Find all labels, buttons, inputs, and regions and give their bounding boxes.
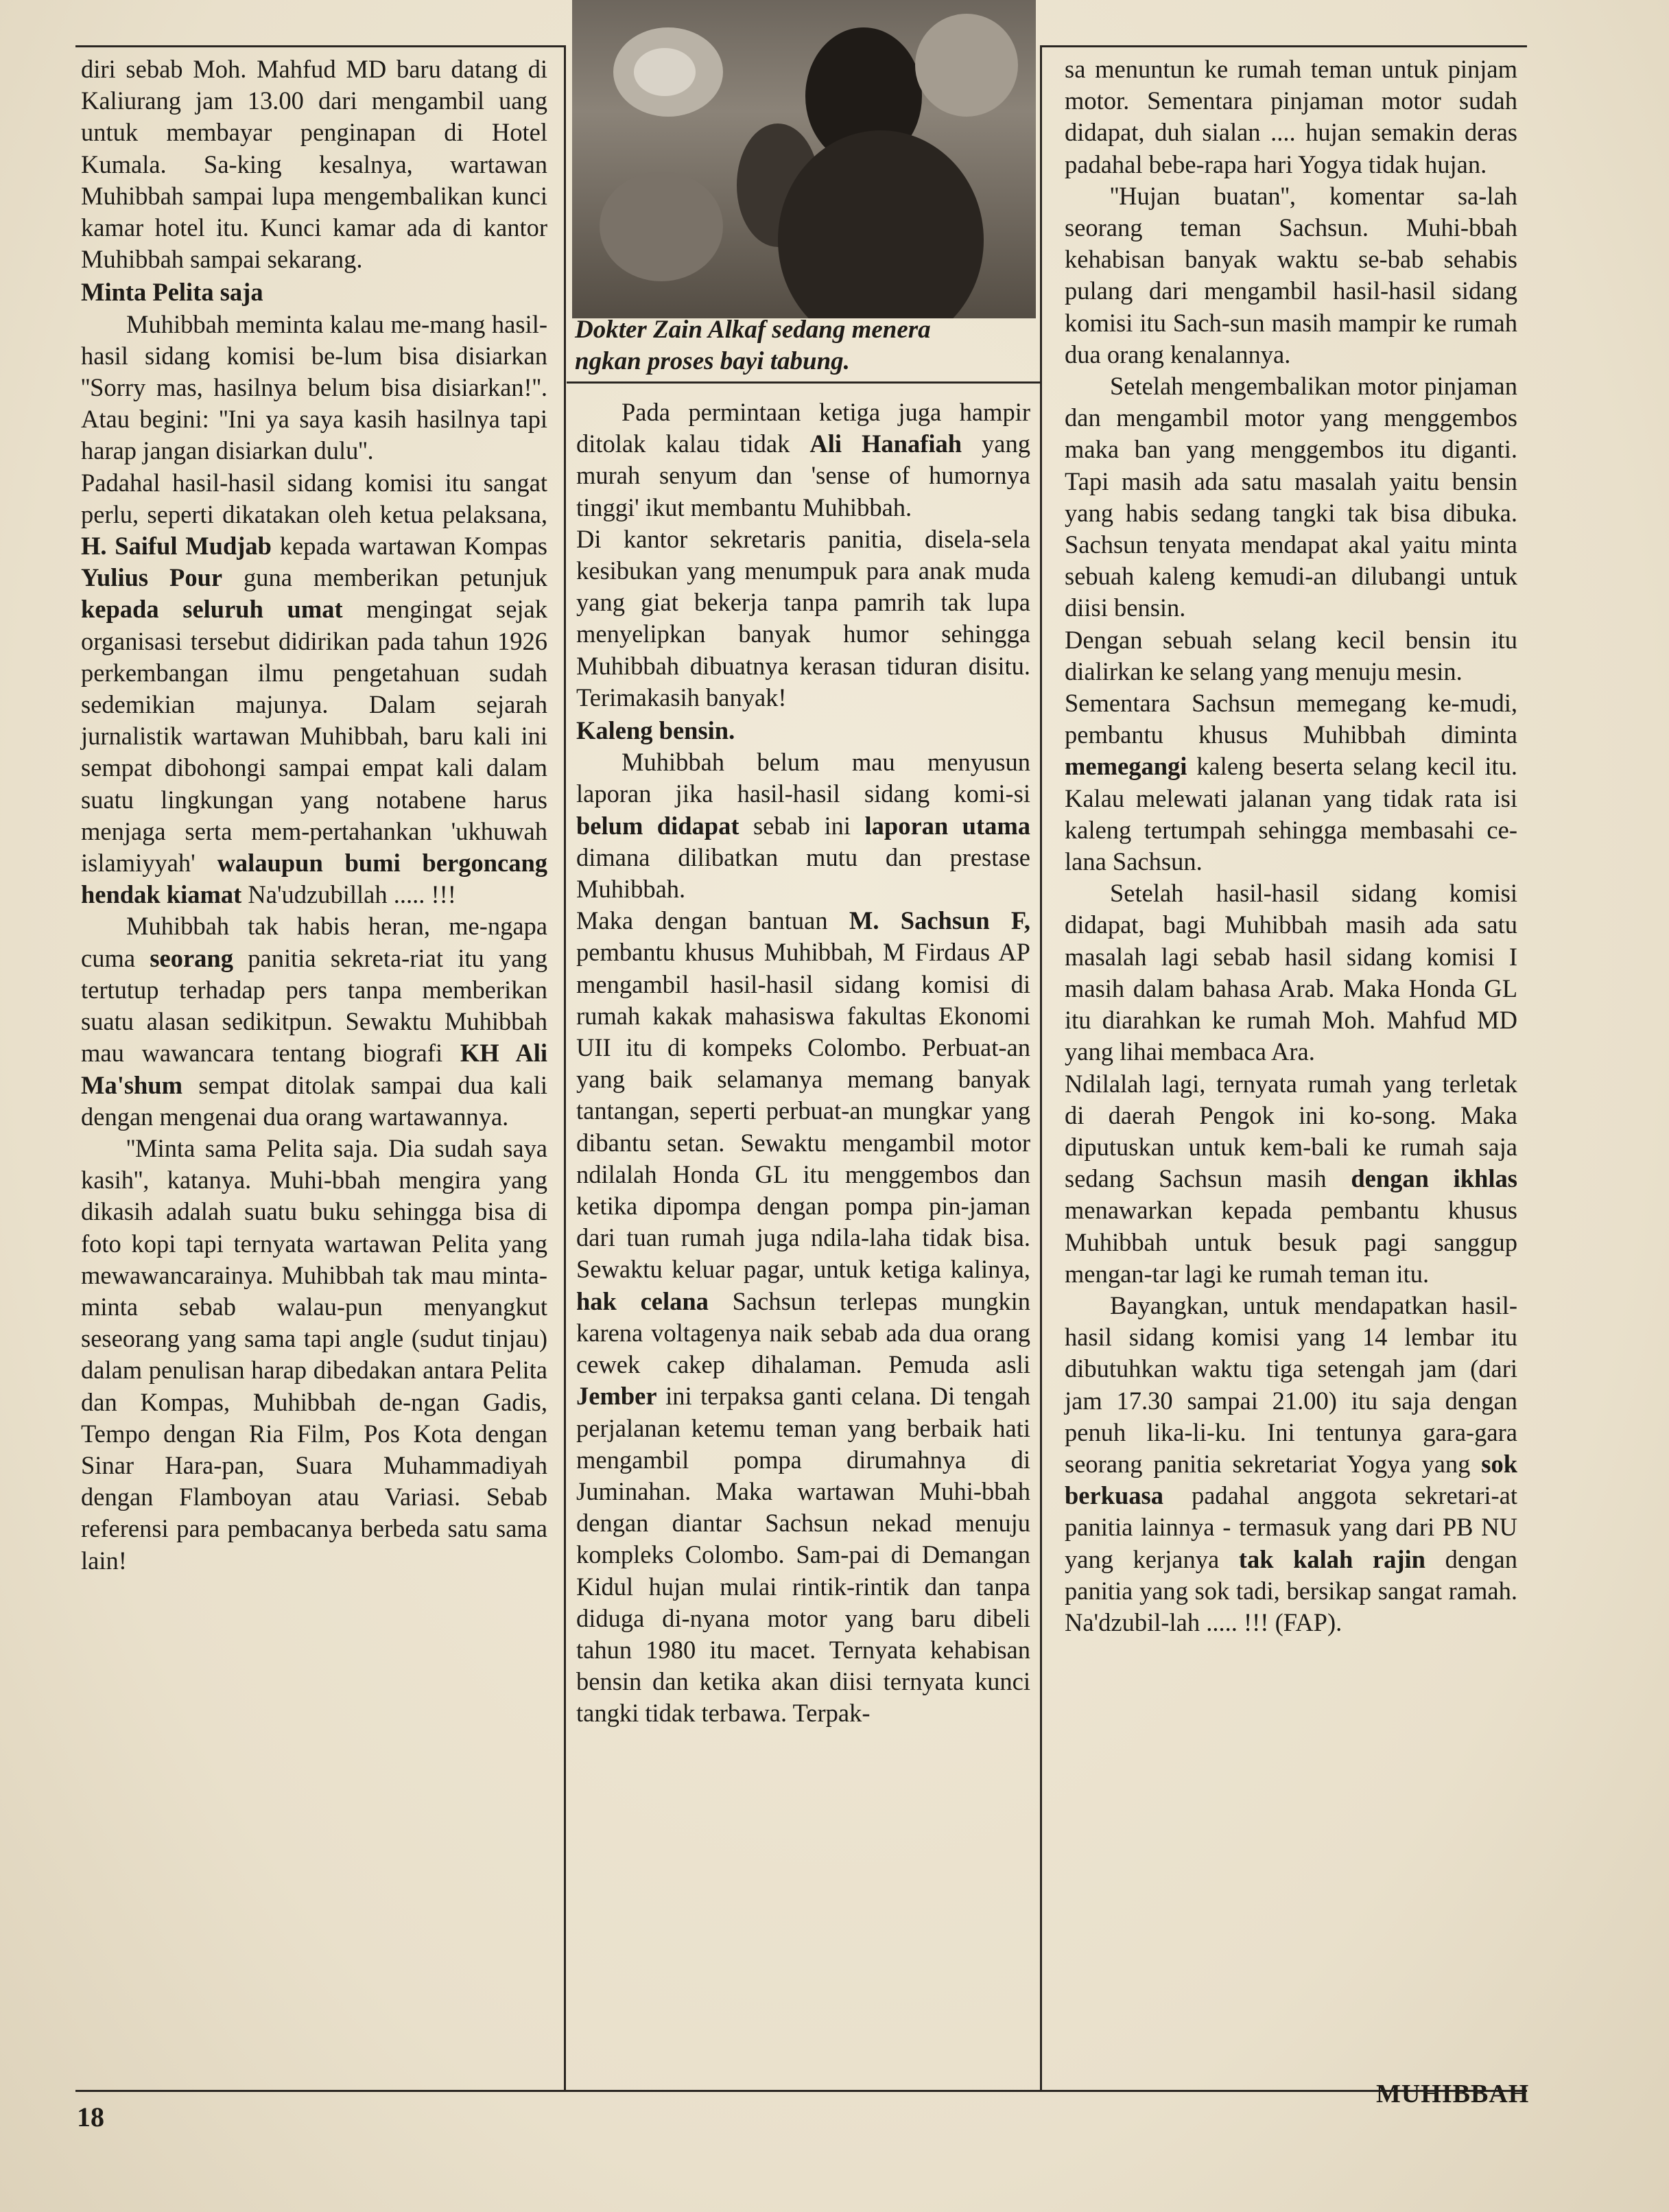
paragraph: ''Minta sama Pelita saja. Dia sudah saya kasih'', katanya. Muhi-bbah mengira yang dikasih adalah suatu buku sehingga bisa di foto kopi tapi ternyata wartawan Pelita yang mewawancarainya. Muhibbah tak mau minta-minta sebab walau-pun menyangkut seseorang yang sama tapi angle (sudut tinjau) dalam penulisan harap dibedakan antara Pelita dan Kompas, Muhibbah de-ngan Gadis, Tempo dengan Ria Film, Pos Kota dengan Sinar Hara-pan, Suara Muhammadiyah dengan Flamboyan atau Variasi. Sebab referensi para pembacanya berbeda satu sama lain! — [81, 1133, 547, 1575]
section-heading: Minta Pelita saja — [81, 278, 263, 307]
paragraph: Ndilalah lagi, ternyata rumah yang terletak di daerah Pengok ini ko-song. Maka diputuskan untuk kem-bali ke rumah saja sedang Sachsun masih dengan ikhlas menawarkan kepada pembantu khusus Muhibbah untuk besuk pagi sanggup mengan-tar lagi ke rumah teman itu. — [1065, 1069, 1517, 1288]
paragraph: Padahal hasil-hasil sidang komisi itu sangat perlu, seperti dikatakan oleh ketua pelaksana, H. Saiful Mudjab kepada wartawan Kompas Yulius Pour guna memberikan petunjuk kepada seluruh umat mengingat sejak organisasi tersebut didirikan pada tahun 1926 perkembangan ilmu pengetahuan sudah sedemikian majunya. Dalam sejarah jurnalistik wartawan Muhibbah, baru kali ini sempat dibohongi sampai empat kali dalam suatu lingkungan yang notabene harus menjaga serta mem-pertahankan 'ukhuwah islamiyyah' walaupun bumi bergoncang hendak kiamat Na'udzubillah ..... !!! — [81, 468, 548, 909]
caption-line-1: Dokter Zain Alkaf sedang menera — [575, 316, 931, 344]
top-rule-left — [75, 45, 564, 47]
paragraph: sa menuntun ke rumah teman untuk pinjam motor. Sementara pinjaman motor sudah didapat, duh sialan .... hujan semakin deras padahal bebe-rapa hari Yogya tidak hujan. — [1065, 55, 1517, 178]
paragraph: Muhibbah belum mau menyusun laporan jika hasil-hasil sidang komi-si belum didapat sebab ini laporan utama dimana dilibatkan mutu dan prestase Muhibbah. — [576, 748, 1030, 904]
paragraph: Bayangkan, untuk mendapatkan hasil-hasil sidang komisi yang 14 lembar itu dibutuhkan waktu tiga setengah jam (dari jam 17.30 sampai 21.00) itu saja dengan penuh lika-li-ku. Ini tentunya gara-gara seorang panitia sekretariat Yogya yang sok berkuasa padahal anggota sekretari-at panitia lainnya - termasuk yang dari PB NU yang kerjanya tak kalah rajin dengan panitia yang sok tadi, bersikap sangat ramah. Na'dzubil-lah ..... !!! (FAP). — [1065, 1291, 1517, 1636]
paragraph: Muhibbah meminta kalau me-mang hasil-hasil sidang komisi be-lum bisa disiarkan ''Sorry mas, hasilnya belum bisa disiarkan!''. Atau begini: ''Ini ya saya kasih hasilnya tapi harap jangan disiarkan dulu''. — [81, 309, 547, 465]
paragraph: Setelah hasil-hasil sidang komisi didapat, bagi Muhibbah masih ada satu masalah lagi sebab hasil sidang komisi I masih dalam bahasa Arab. Maka Honda GL itu diarahkan ke rumah Moh. Mahfud MD yang lihai membaca Ara. — [1065, 879, 1517, 1066]
paragraph: Muhibbah tak habis heran, me-ngapa cuma seorang panitia sekreta-riat itu yang tertutup terhadap pers tanpa memberikan suatu alasan sedikitpun. Sewaktu Muhibbah mau wawancara tentang biografi KH Ali Ma'shum sempat ditolak sampai dua kali dengan mengenai dua orang wartawannya. — [81, 912, 547, 1131]
article-column-2 — [576, 397, 1030, 1730]
paragraph: Setelah mengembalikan motor pinjaman dan mengambil motor yang menggembos maka ban yang menggembos itu diganti. Tapi masih ada satu masalah yaitu bensin yang habis sedang tangki tak bisa dibuka. Sachsun tenyata mendapat akal yaitu minta sebuah kaleng kemudi-an dilubangi untuk diisi bensin. — [1065, 372, 1517, 622]
caption-rule — [567, 381, 1040, 384]
paragraph: diri sebab Moh. Mahfud MD baru datang di Kaliurang jam 13.00 dari mengambil uang untuk membayar penginapan di Hotel Kumala. Sa-king kesalnya, wartawan Muhibbah sampai lupa mengembalikan kunci kamar hotel itu. Kunci kamar ada di kantor Muhibbah sampai sekarang. — [81, 55, 547, 274]
magazine-masthead: MUHIBBAH — [1376, 2080, 1530, 2108]
column-divider-left — [564, 45, 566, 2090]
photo-caption — [575, 314, 1028, 377]
paragraph: Maka dengan bantuan M. Sachsun F, pembantu khusus Muhibbah, M Firdaus AP mengambil hasil-hasil sidang komisi di rumah kakak mahasiswa fakultas Ekonomi UII itu di kompeks Colombo. Perbuat-an yang baik selamanya memang banyak tantangan, seperti perbuat-an mungkar yang dibantu setan. Sewaktu mengambil motor ndilalah Honda GL itu menggembos dan ketika dipompa dengan pompa pin-jaman dari tuan rumah juga ndila-laha tidak bisa. Sewaktu keluar pagar, untuk ketiga kalinya, hak celana Sachsun terlepas mungkin karena voltagenya naik sebab ada dua orang cewek cakep dihalaman. Pemuda asli Jember ini terpaksa ganti celana. Di tengah perjalanan ketemu teman yang berbaik hati mengambil pompa dirumahnya di Juminahan. Maka wartawan Muhi-bbah dengan diantar Sachsun nekad menuju kompleks Colombo. Sam-pai di Demangan Kidul hujan mulai rintik-rintik dan tanpa diduga di-nyana motor yang baru dibeli tahun 1980 itu macet. Ternyata kehabisan bensin dan ketika akan diisi ternyata kunci tangki tidak terbawa. Terpak- — [576, 906, 1030, 1728]
paragraph: Dengan sebuah selang kecil bensin itu dialirkan ke selang yang menuju mesin. — [1065, 625, 1517, 685]
column-divider-right — [1040, 45, 1042, 2090]
page-number: 18 — [77, 2102, 104, 2132]
bottom-rule — [75, 2090, 1527, 2092]
section-heading: Kaleng bensin. — [576, 716, 735, 745]
paragraph: Di kantor sekretaris panitia, disela-sela kesibukan yang menumpuk para anak muda yang giat bekerja tanpa pamrih tak lupa menyelipkan banyak humor sehingga Muhibbah dibuatnya kerasan tiduran disitu. Terimakasih banyak! — [576, 524, 1030, 711]
article-column-1 — [81, 54, 547, 1577]
top-rule-right — [1040, 45, 1527, 47]
paragraph: Sementara Sachsun memegang ke-mudi, pembantu khusus Muhibbah diminta memegangi kaleng beserta selang kecil itu. Kalau melewati jalanan yang tidak rata isi kaleng tertumpah sehingga membasahi ce-lana Sachsun. — [1065, 689, 1517, 876]
paragraph: Pada permintaan ketiga juga hampir ditolak kalau tidak Ali Hanafiah yang murah senyum dan 'sense of humornya tinggi' ikut membantu Muhibbah. — [576, 398, 1030, 521]
caption-line-2: ngkan proses bayi tabung. — [575, 347, 850, 375]
article-column-3 — [1065, 54, 1517, 1638]
photo-doctor-ivf — [572, 0, 1036, 318]
paragraph: ''Hujan buatan'', komentar sa-lah seorang teman Sachsun. Muhi-bbah kehabisan banyak waktu se-bab sehabis pulang dari mengambil hasil-hasil sidang komisi itu Sach-sun masih mampir ke rumah dua orang kenalannya. — [1065, 181, 1517, 368]
